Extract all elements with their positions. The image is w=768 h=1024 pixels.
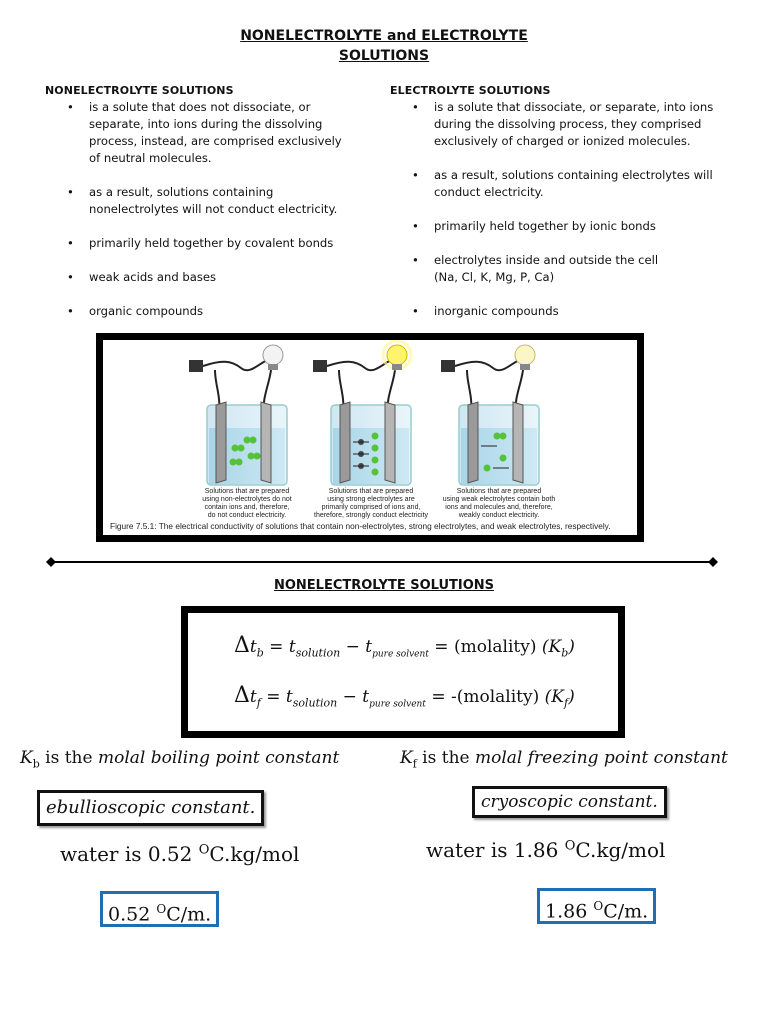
light-bulb-bright-icon [387, 345, 407, 365]
beaker-3-caption-line-1: Solutions that are prepared [456, 488, 542, 495]
nonelectrolyte-list [45, 99, 375, 320]
beaker-3-caption-line-4: weakly conduct electricity. [458, 512, 540, 519]
figure-caption: Figure 7.5.1: The electrical conductivity of solutions that contain non-electrolytes, strong electrolytes, and weak electrolytes, respectively. [110, 521, 611, 531]
eq-term: t [249, 637, 257, 657]
electrolyte-heading: ELECTROLYTE SOLUTIONS [390, 84, 551, 97]
cryoscopic-label: cryoscopic constant. [472, 786, 667, 818]
value-text: water is 0.52 [60, 842, 199, 866]
kb-symbol: K [20, 748, 33, 768]
list-item: • organic compounds [45, 303, 375, 320]
freezing-point-equation [234, 683, 575, 709]
value-text: water is 1.86 [426, 838, 565, 862]
eq-sub: b [256, 646, 264, 660]
eq-operator: = [263, 637, 289, 657]
conductivity-figure [96, 333, 644, 542]
kf-sub: f [412, 757, 417, 771]
kb-water-value [60, 842, 299, 866]
boiling-point-equation [234, 633, 575, 659]
eq-sub: f [564, 696, 569, 710]
eq-term: t [365, 637, 373, 657]
beaker-3-caption-line-2: using weak electrolytes contain both [442, 496, 556, 503]
list-item: • inorganic compounds [390, 303, 720, 320]
eq-operator: − [340, 637, 366, 657]
page-title [0, 26, 768, 66]
kb-description [20, 748, 339, 770]
beaker-2-caption-line-2: using strong electrolytes are [327, 496, 415, 503]
eq-operator: − [337, 687, 363, 707]
value-text: 1.86 [545, 900, 594, 923]
beaker-1-caption-line-2: using non-electrolytes do not [202, 496, 292, 503]
unit-text: C/m. [603, 900, 649, 923]
kf-water-value [426, 838, 665, 862]
list-item [390, 252, 720, 286]
eq-term: ) [568, 637, 575, 657]
plug-icon [441, 360, 455, 372]
nonelectrolyte-heading: NONELECTROLYTE SOLUTIONS [45, 84, 234, 97]
list-item: • weak acids and bases [45, 269, 375, 286]
unit-text: C.kg/mol [209, 842, 300, 866]
list-item-text: electrolytes inside and outside the cell [434, 253, 659, 267]
equations-box [181, 606, 625, 738]
beaker-3-caption-line-3: ions and molecules and, therefore, [445, 504, 553, 511]
delta-symbol: Δ [234, 683, 250, 708]
electrolyte-column [390, 82, 720, 337]
section-heading: NONELECTROLYTE SOLUTIONS [273, 578, 495, 593]
degree-symbol: O [564, 838, 576, 854]
eq-sub: pure solvent [372, 649, 429, 660]
kf-definition: molal freezing point constant [475, 748, 728, 768]
beaker-1-caption-line-3: contain ions and, therefore, [204, 504, 290, 511]
list-item: • is a solute that does not dissociate, or separate, into ions during the dissolving process, instead, are comprised exclusively of neutral molecules. [45, 99, 375, 167]
eq-term: t [285, 687, 293, 707]
eq-sub: f [256, 696, 261, 710]
eq-term: t [249, 687, 257, 707]
eq-term: (molality) [453, 637, 537, 657]
light-bulb-off-icon [263, 345, 283, 365]
eq-operator: = [425, 687, 451, 707]
eq-sub: b [561, 646, 569, 660]
eq-term: (K [541, 637, 562, 657]
section-divider [46, 557, 718, 567]
beaker-1-caption-line-1: Solutions that are prepared [204, 488, 290, 495]
kb-short-value [100, 891, 219, 927]
beaker-1-caption-line-4: do not conduct electricity. [207, 512, 287, 519]
kf-short-value [537, 888, 656, 924]
beakers-illustration [103, 340, 637, 535]
list-item: • is a solute that dissociate, or separate, into ions during the dissolving process, they comprised exclusively of charged or ionized molecules. [390, 99, 720, 150]
kf-symbol: K [400, 748, 413, 768]
eq-term: ) [568, 687, 575, 707]
list-item-subtext: (Na, Cl, K, Mg, P, Ca) [434, 270, 555, 284]
list-item: • primarily held together by covalent bonds [45, 235, 375, 252]
eq-sub: pure solvent [369, 699, 426, 710]
title-line-1: NONELECTROLYTE and ELECTROLYTE [240, 28, 528, 44]
eq-term: t [362, 687, 370, 707]
list-item: • primarily held together by ionic bonds [390, 218, 720, 235]
beaker-nonelectrolyte [189, 345, 292, 519]
wire-icon [203, 358, 273, 370]
delta-symbol: Δ [234, 633, 250, 658]
degree-symbol: O [156, 902, 167, 916]
unit-text: C/m. [166, 903, 212, 926]
plug-icon [313, 360, 327, 372]
degree-symbol: O [593, 899, 604, 913]
nonelectrolyte-column [45, 82, 375, 337]
light-bulb-dim-icon [515, 345, 535, 365]
list-item: • as a result, solutions containing electrolytes will conduct electricity. [390, 167, 720, 201]
kf-description [400, 748, 728, 770]
degree-symbol: O [198, 842, 210, 858]
eq-term: -(molality) [451, 687, 540, 707]
ebullioscopic-label: ebullioscopic constant. [37, 790, 264, 826]
beaker-2-caption-line-3: primarily comprised of ions and, [321, 504, 421, 511]
kb-definition: molal boiling point constant [97, 748, 340, 768]
list-item: • as a result, solutions containing nonelectrolytes will not conduct electricity. [45, 184, 375, 218]
beaker-strong-electrolyte [313, 341, 428, 519]
plug-icon [189, 360, 203, 372]
beaker-2-caption-line-1: Solutions that are prepared [328, 488, 414, 495]
beaker-weak-electrolyte [441, 345, 555, 519]
kb-sub: b [32, 757, 40, 771]
electrolyte-list [390, 99, 720, 320]
unit-text: C.kg/mol [575, 838, 666, 862]
eq-term: t [288, 637, 296, 657]
eq-term: (K [544, 687, 564, 707]
kf-is-the: is the [416, 748, 475, 768]
kb-is-the: is the [39, 748, 98, 768]
eq-sub: solution [295, 646, 341, 660]
title-line-2: SOLUTIONS [338, 48, 430, 64]
eq-operator: = [428, 637, 454, 657]
beaker-2-caption-line-4: therefore, strongly conduct electricity [314, 512, 428, 519]
value-text: 0.52 [108, 903, 157, 926]
eq-operator: = [260, 687, 286, 707]
eq-sub: solution [292, 696, 338, 710]
